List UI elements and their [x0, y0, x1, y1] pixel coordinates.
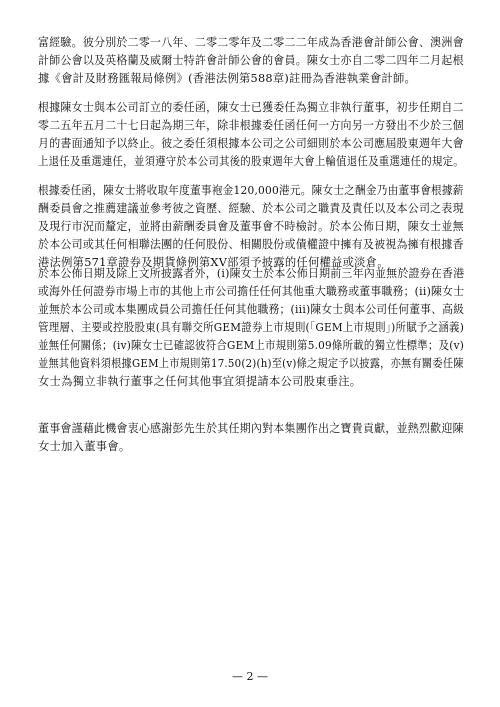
text-line: 根據委任函，陳女士將收取年度董事袍金120,000港元。陳女士之酬金乃由董事會根據薪 [38, 184, 464, 197]
text-line: 月的書面通知予以終止。彼之委任須根據本公司之公司細則於本公司應屆股東週年大會 [38, 137, 464, 150]
paragraph-remuneration [38, 182, 464, 272]
text-line: 上退任及重選連任，並須遵守於本公司其後的股東週年大會上輪值退任及重選連任的規定。 [38, 155, 464, 168]
text-line: 並無於本公司或本集團成員公司擔任任何其他職務；(iii)陳女士與本公司任何董事、高級 [38, 303, 465, 316]
text-line: 零二五年五月二十七日起為期三年，除非根據委任函任何一方向另一方發出不少於三個 [38, 119, 464, 132]
text-line: 於本公佈日期及除上文所披露者外，(i)陳女士於本公佈日期前三年內並無於證券在香港 [38, 267, 465, 280]
text-line: 女士加入董事會。 [38, 440, 131, 453]
page-number: — 2 — [232, 670, 268, 683]
text-line: 於本公司或其任何相聯法團的任何股份、相關股份或債權證中擁有及被視為擁有根據香 [38, 238, 464, 251]
text-line: 港法例第571章證券及期貨條例第XV部須予披露的任何權益或淡倉。 [38, 256, 389, 269]
text-line: 酬委員會之推薦建議並參考彼之資歷、經驗、於本公司之職責及責任以及本公司之表現 [38, 202, 464, 215]
paragraph-disclosure [38, 265, 464, 391]
text-line: 女士為獨立非執行董事之任何其他事宜須提請本公司股東垂注。 [38, 375, 362, 388]
text-line: 董事會謹藉此機會衷心感謝彭先生於其任期內對本集團作出之寶貴貢獻，並熱烈歡迎陳 [38, 422, 464, 435]
text-line: 計師公會以及英格蘭及威爾士特許會計師公會的會員。陳女士亦自二零二四年二月起根 [38, 54, 464, 67]
paragraph-qualifications [38, 34, 464, 88]
text-line: 據《會計及財務匯報局條例》(香港法例第588章)註冊為香港執業會計師。 [38, 72, 417, 85]
text-line: 及現行市況而釐定，並將由薪酬委員會及董事會不時檢討。於本公佈日期，陳女士並無 [38, 220, 464, 233]
text-line: 或海外任何證券市場上市的其他上市公司擔任任何其他重大職務或董事職務；(ii)陳女士 [38, 285, 465, 298]
paragraph-board-thanks [38, 420, 464, 456]
text-line: 管理層、主要或控股股東(具有聯交所GEM證券上市規則(「GEM上市規則」)所賦予之涵義) [38, 321, 465, 334]
text-line: 富經驗。彼分別於二零一八年、二零二零年及二零二二年成為香港會計師公會、澳洲會 [38, 36, 464, 49]
text-line: 並無其他資料須根據GEM上市規則第17.50(2)(h)至(v)條之規定予以披露，亦無有關委任陳 [38, 357, 464, 370]
text-line: 根據陳女士與本公司訂立的委任函，陳女士已獲委任為獨立非執行董事，初步任期自二 [38, 101, 464, 114]
paragraph-appointment-letter [38, 99, 464, 171]
text-line: 並無任何關係；(iv)陳女士已確認彼符合GEM上市規則第5.09條所載的獨立性標準；及(v) [38, 339, 465, 352]
